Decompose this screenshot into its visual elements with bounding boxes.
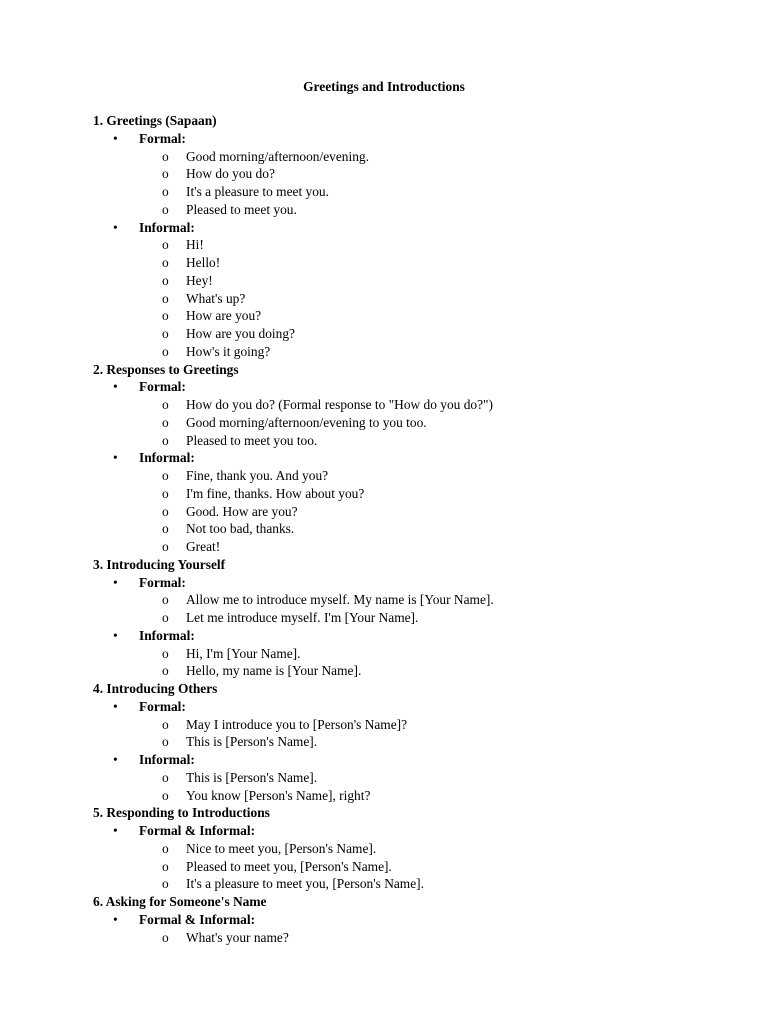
list-item-text: Fine, thank you. And you? [186,468,329,483]
bullet-circle: o [162,521,169,537]
list-item-text: Pleased to meet you. [186,201,297,217]
bullet-circle: o [162,645,169,661]
list-item [93,520,733,538]
list-item-text: Hi! [186,237,204,253]
group-label: Informal: [139,219,195,235]
list-item-text: What's up? [186,290,246,306]
bullet-circle: o [162,432,169,448]
list-item [93,645,733,663]
list-item-text: Hello! [186,255,221,270]
bullet-circle: o [162,290,169,306]
list-item [93,183,733,201]
list-item [93,254,733,272]
bullet-circle: o [162,663,169,679]
list-item-text: Good morning/afternoon/evening to you too. [186,414,427,430]
list-item-text: May I introduce you to [Person's Name]? [186,716,408,732]
bullet-circle: o [162,876,169,892]
list-item [93,272,733,290]
list-item [93,325,733,343]
bullet-circle: o [162,272,169,288]
list-item [93,485,733,503]
section-heading: 2. Responses to Greetings [93,361,239,377]
section-heading: 5. Responding to Introductions [93,805,270,821]
bullet-disc: • [113,379,118,395]
list-item [93,875,733,893]
list-item [93,609,733,627]
group-label: Formal: [139,574,186,590]
list-item-text: Good. How are you? [186,503,298,519]
group-label: Formal: [139,698,186,714]
list-item [93,662,733,680]
list-item [93,538,733,556]
bullet-circle: o [162,787,169,803]
list-item-text: Nice to meet you, [Person's Name]. [186,840,377,856]
list-item [93,467,733,485]
bullet-disc: • [113,627,118,643]
list-item-text: How do you do? (Formal response to "How do you do?") [186,397,493,412]
list-item-text: This is [Person's Name]. [186,769,318,785]
list-item-text: It's a pleasure to meet you, [Person's Name]. [186,876,424,892]
list-item-text: Great! [186,539,221,554]
group-label: Formal: [139,130,186,146]
list-item [93,769,733,787]
bullet-circle: o [162,734,169,750]
bullet-disc: • [113,752,118,767]
list-item [93,343,733,361]
list-item-text: How's it going? [186,343,271,359]
bullet-circle: o [162,485,169,501]
group-label-line [93,627,733,645]
list-item [93,236,733,254]
list-item-text: Not too bad, thanks. [186,521,295,537]
bullet-circle: o [162,769,169,785]
list-item-text: Hi, I'm [Your Name]. [186,645,301,661]
group-label-line [93,911,733,929]
list-item [93,201,733,219]
section-heading: 1. Greetings (Sapaan) [93,113,217,128]
bullet-circle: o [162,326,169,341]
bullet-circle: o [162,343,169,359]
bullet-disc: • [113,219,118,235]
bullet-circle: o [162,148,169,164]
list-item [93,733,733,751]
bullet-circle: o [162,929,169,945]
bullet-circle: o [162,255,169,270]
document-body [93,112,733,946]
list-item [93,307,733,325]
bullet-circle: o [162,503,169,519]
bullet-disc: • [113,450,118,466]
group-label: Informal: [139,752,195,767]
bullet-circle: o [162,840,169,856]
list-item [93,396,733,414]
list-item-text: How are you? [186,308,262,324]
bullet-disc: • [113,698,118,714]
list-item-text: This is [Person's Name]. [186,734,318,750]
list-item-text: You know [Person's Name], right? [186,787,371,803]
bullet-disc: • [113,823,118,838]
bullet-disc: • [113,130,118,146]
list-item [93,929,733,947]
bullet-circle: o [162,414,169,430]
list-item-text: Good morning/afternoon/evening. [186,148,369,164]
bullet-circle: o [162,201,169,217]
bullet-circle: o [162,716,169,732]
list-item [93,165,733,183]
list-item-text: Pleased to meet you, [Person's Name]. [186,858,392,874]
bullet-circle: o [162,397,169,412]
group-label: Informal: [139,627,195,643]
bullet-circle: o [162,592,169,608]
list-item-text: Hey! [186,272,213,288]
list-item-text: How are you doing? [186,326,295,341]
list-item [93,591,733,609]
group-label: Formal: [139,379,186,395]
list-item [93,432,733,450]
bullet-circle: o [162,166,169,182]
bullet-circle: o [162,308,169,324]
list-item-text: Pleased to meet you too. [186,432,318,448]
list-item-text: I'm fine, thanks. How about you? [186,485,365,501]
bullet-disc: • [113,911,118,927]
group-label: Formal & Informal: [139,911,256,927]
list-item [93,414,733,432]
list-item [93,148,733,166]
group-label-line [93,751,733,769]
list-item-text: How do you do? [186,166,275,182]
bullet-circle: o [162,610,169,625]
list-item [93,840,733,858]
section-heading: 4. Introducing Others [93,681,218,696]
group-label-line [93,449,733,467]
section-heading: 3. Introducing Yourself [93,556,226,572]
page-title: Greetings and Introductions [303,79,465,94]
group-label-line [93,822,733,840]
group-label-line [93,378,733,396]
list-item [93,716,733,734]
bullet-circle: o [162,539,169,554]
group-label-line [93,219,733,237]
bullet-circle: o [162,858,169,874]
group-label: Informal: [139,450,195,466]
list-item-text: Allow me to introduce myself. My name is [Your Name]. [186,592,494,608]
bullet-circle: o [162,184,169,199]
bullet-disc: • [113,574,118,590]
section-heading: 6. Asking for Someone's Name [93,894,267,909]
group-label-line [93,130,733,148]
list-item-text: What's your name? [186,929,289,945]
list-item [93,858,733,876]
group-label-line [93,698,733,716]
list-item-text: Hello, my name is [Your Name]. [186,663,362,679]
group-label: Formal & Informal: [139,823,256,838]
group-label-line [93,574,733,592]
bullet-circle: o [162,237,169,253]
list-item-text: It's a pleasure to meet you. [186,184,329,199]
list-item [93,290,733,308]
list-item-text: Let me introduce myself. I'm [Your Name]. [186,610,419,625]
bullet-circle: o [162,468,169,483]
list-item [93,503,733,521]
list-item [93,787,733,805]
